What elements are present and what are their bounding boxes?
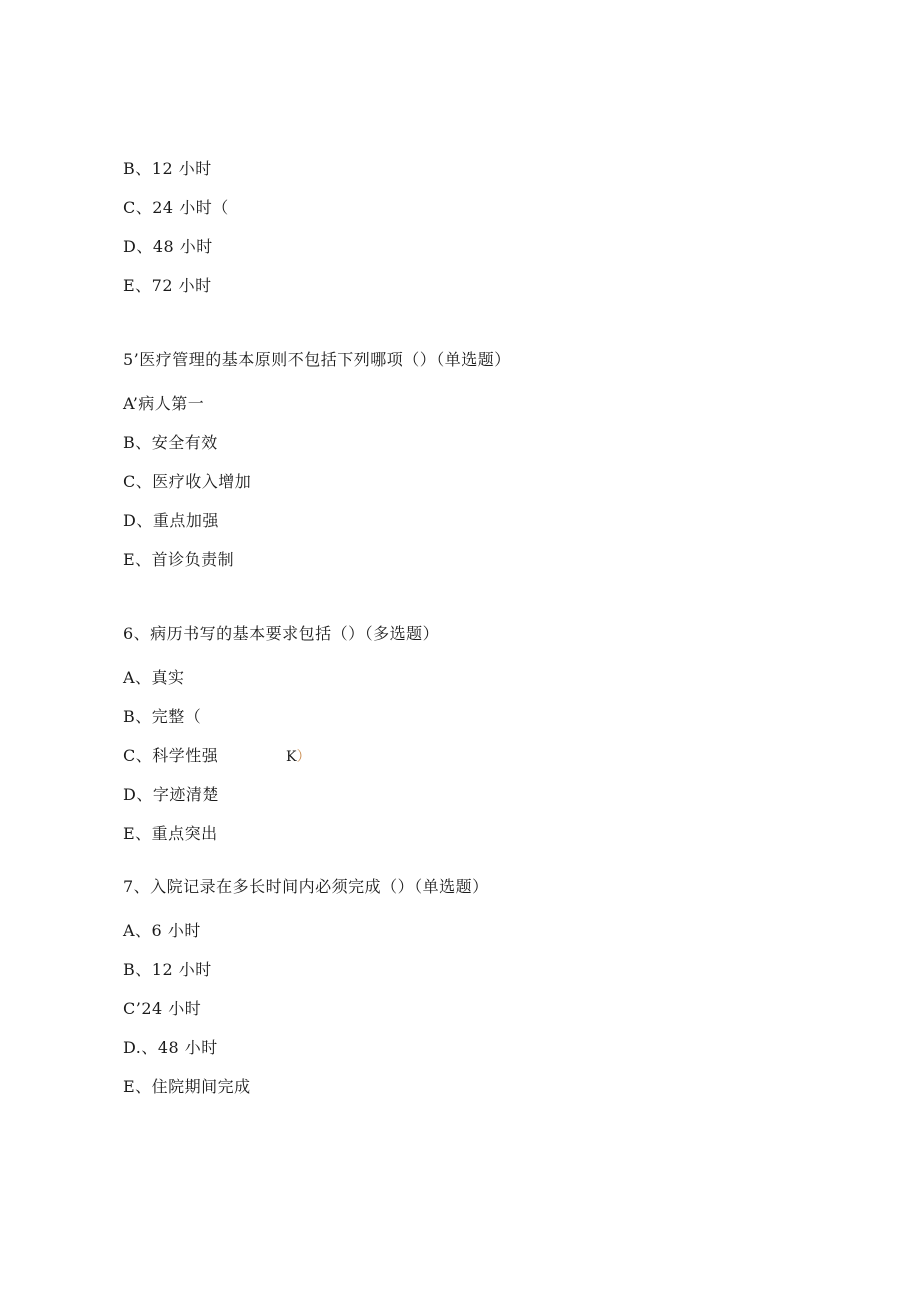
question-7-option-c: C’24 小时 bbox=[123, 999, 202, 1018]
question-6-option-a: A、真实 bbox=[123, 668, 185, 687]
question-5-option-d: D、重点加强 bbox=[123, 511, 219, 530]
question-7-option-b: B、12 小时 bbox=[123, 960, 212, 979]
question-5-option-a: A’病人第一 bbox=[123, 394, 205, 413]
option-e: E、72 小时 bbox=[123, 276, 212, 295]
option-c: C、24 小时（ bbox=[123, 198, 229, 217]
question-5-stem: 5’医疗管理的基本原则不包括下列哪项（）（单选题） bbox=[123, 350, 511, 369]
option-b: B、12 小时 bbox=[123, 159, 212, 178]
question-6-option-d: D、字迹清楚 bbox=[123, 785, 219, 804]
question-7-option-d: D.、48 小时 bbox=[123, 1038, 218, 1057]
question-5-option-b: B、安全有效 bbox=[123, 433, 218, 452]
question-7-option-e: E、住院期间完成 bbox=[123, 1077, 251, 1096]
question-5-option-e: E、首诊负责制 bbox=[123, 550, 235, 569]
option-d: D、48 小时 bbox=[123, 237, 213, 256]
stray-mark bbox=[286, 748, 310, 766]
question-5-option-c: C、医疗收入增加 bbox=[123, 472, 252, 491]
question-6-stem: 6、病历书写的基本要求包括（）（多选题） bbox=[123, 624, 440, 643]
question-6-option-c: C、科学性强 bbox=[123, 746, 219, 765]
question-7-option-a: A、6 小时 bbox=[123, 921, 201, 940]
question-6-option-b: B、完整（ bbox=[123, 707, 202, 726]
stray-mark-paren: ） bbox=[296, 749, 311, 765]
question-7-stem: 7、入院记录在多长时间内必须完成（）（单选题） bbox=[123, 877, 489, 896]
stray-mark-letter: K bbox=[286, 749, 297, 765]
question-6-option-e: E、重点突出 bbox=[123, 824, 218, 843]
